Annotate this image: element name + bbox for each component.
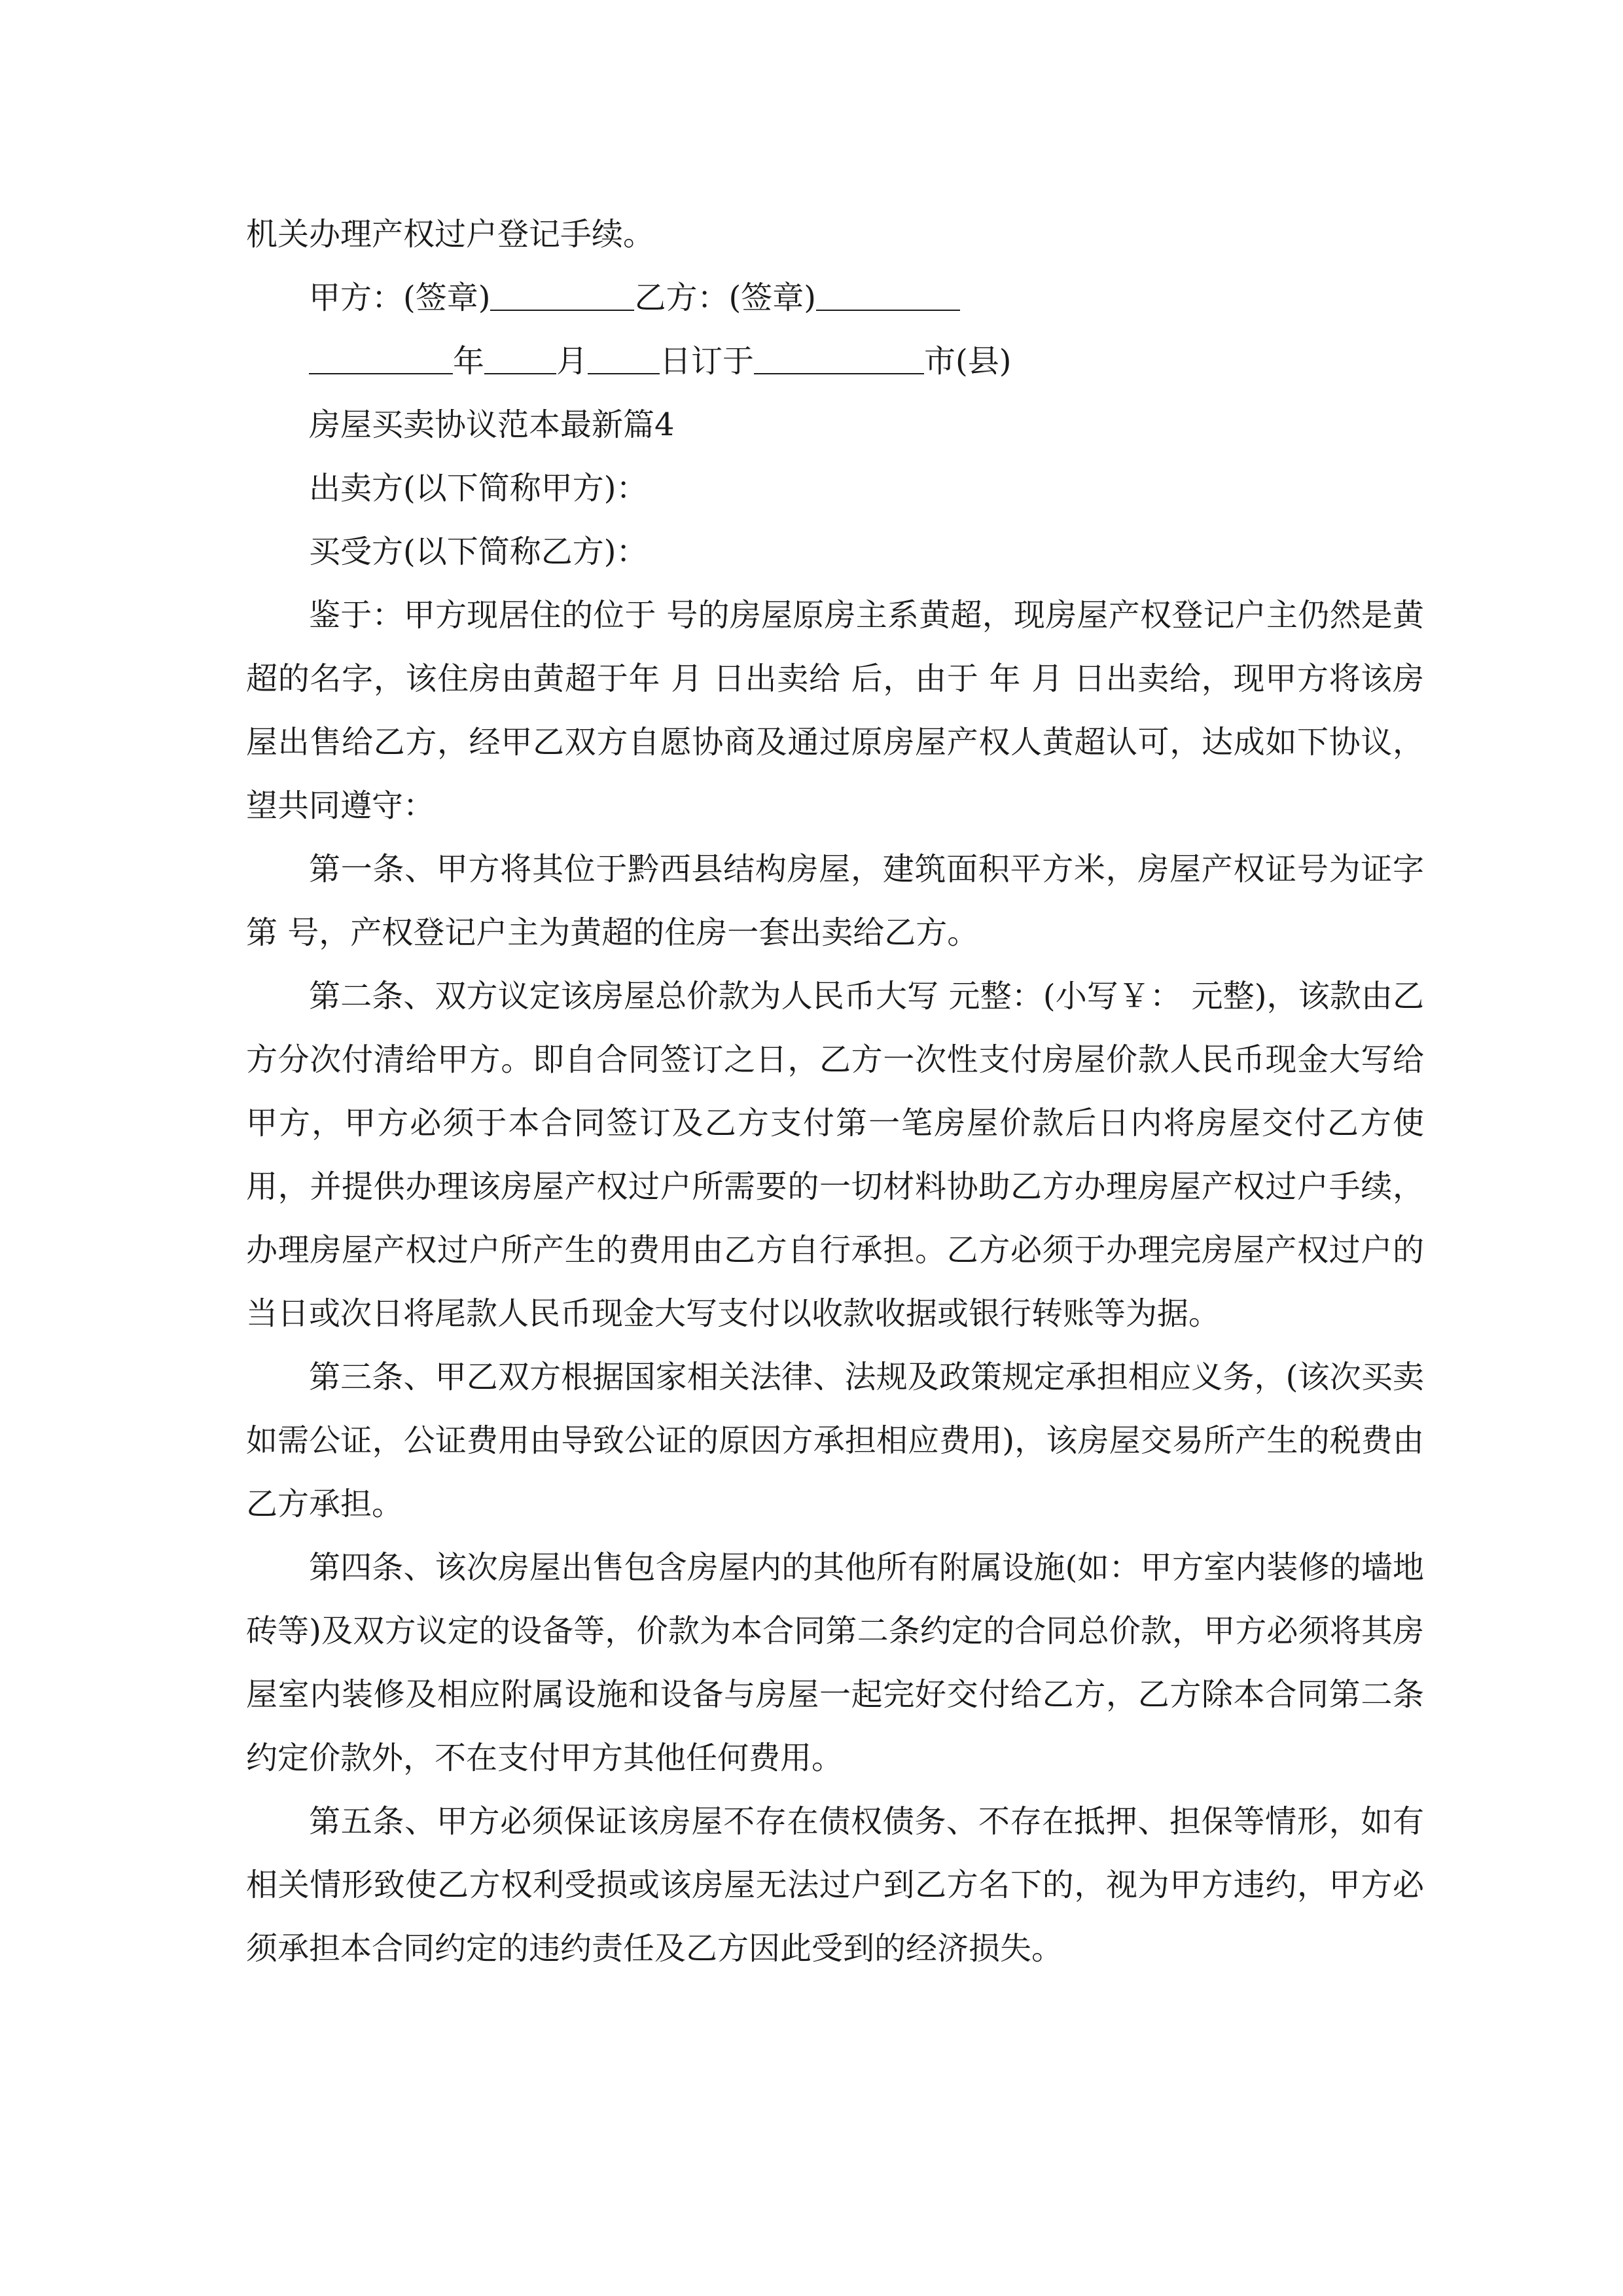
party-a-signature-blank[interactable] — [490, 281, 634, 311]
party-b-signature-label: 乙方：(签章) — [634, 279, 816, 316]
date-line — [246, 330, 1424, 393]
month-label: 月 — [556, 343, 588, 380]
buyer-line: 买受方(以下简称乙方)： — [309, 533, 648, 570]
month-blank[interactable] — [484, 344, 556, 374]
signature-line — [246, 266, 1424, 330]
city-label: 市(县) — [924, 343, 1012, 380]
day-signed-label: 日订于 — [660, 343, 755, 380]
city-blank[interactable] — [754, 344, 924, 374]
paragraph-continuation: 机关办理产权过户登记手续。 — [246, 216, 655, 253]
seller-line: 出卖方(以下简称甲方)： — [309, 470, 648, 507]
year-blank[interactable] — [309, 344, 453, 374]
article-2-paragraph: 第二条、双方议定该房屋总价款为人民币大写 元整：(小写￥： 元整)，该款由乙方分次付清给甲方。即自合同签订之日，乙方一次性支付房屋价款人民币现金大写给甲方，甲方必须于本合同签订及乙方支付第一笔房屋价款后日内将房屋交付乙方使用，并提供办理该房屋产权过户所需要的一切材料协助乙方办理房屋产权过户手续，办理房屋产权过户所产生的费用由乙方自行承担。乙方必须于办理完房屋产权过户的当日或次日将尾款人民币现金大写支付以收款收据或银行转账等为据。 — [246, 978, 1424, 1332]
party-b-signature-blank[interactable] — [816, 281, 960, 311]
article-1-paragraph: 第一条、甲方将其位于黔西县结构房屋，建筑面积平方米，房屋产权证号为证字第 号，产权登记户主为黄超的住房一套出卖给乙方。 — [246, 851, 1424, 951]
article-4-paragraph: 第四条、该次房屋出售包含房屋内的其他所有附属设施(如：甲方室内装修的墙地砖等)及双方议定的设备等，价款为本合同第二条约定的合同总价款，甲方必须将其房屋室内装修及相应附属设施和设备与房屋一起完好交付给乙方，乙方除本合同第二条约定价款外，不在支付甲方其他任何费用。 — [246, 1549, 1424, 1776]
day-blank[interactable] — [588, 344, 660, 374]
party-a-signature-label: 甲方：(签章) — [309, 279, 491, 316]
section-heading: 房屋买卖协议范本最新篇4 — [309, 406, 675, 443]
article-5-paragraph: 第五条、甲方必须保证该房屋不存在债权债务、不存在抵押、担保等情形，如有相关情形致使乙方权利受损或该房屋无法过户到乙方名下的，视为甲方违约，甲方必须承担本合同约定的违约责任及乙方因此受到的经济损失。 — [246, 1803, 1424, 1967]
preamble-paragraph: 鉴于：甲方现居住的位于 号的房屋原房主系黄超，现房屋产权登记户主仍然是黄超的名字，该住房由黄超于年 月 日出卖给 后，由于 年 月 日出卖给，现甲方将该房屋出售给乙方，经甲乙双方自愿协商及通过原房屋产权人黄超认可，达成如下协议，望共同遵守： — [246, 597, 1424, 824]
document-body — [246, 203, 1424, 1981]
article-3-paragraph: 第三条、甲乙双方根据国家相关法律、法规及政策规定承担相应义务，(该次买卖如需公证，公证费用由导致公证的原因方承担相应费用)，该房屋交易所产生的税费由乙方承担。 — [246, 1359, 1424, 1522]
year-label: 年 — [453, 343, 485, 380]
